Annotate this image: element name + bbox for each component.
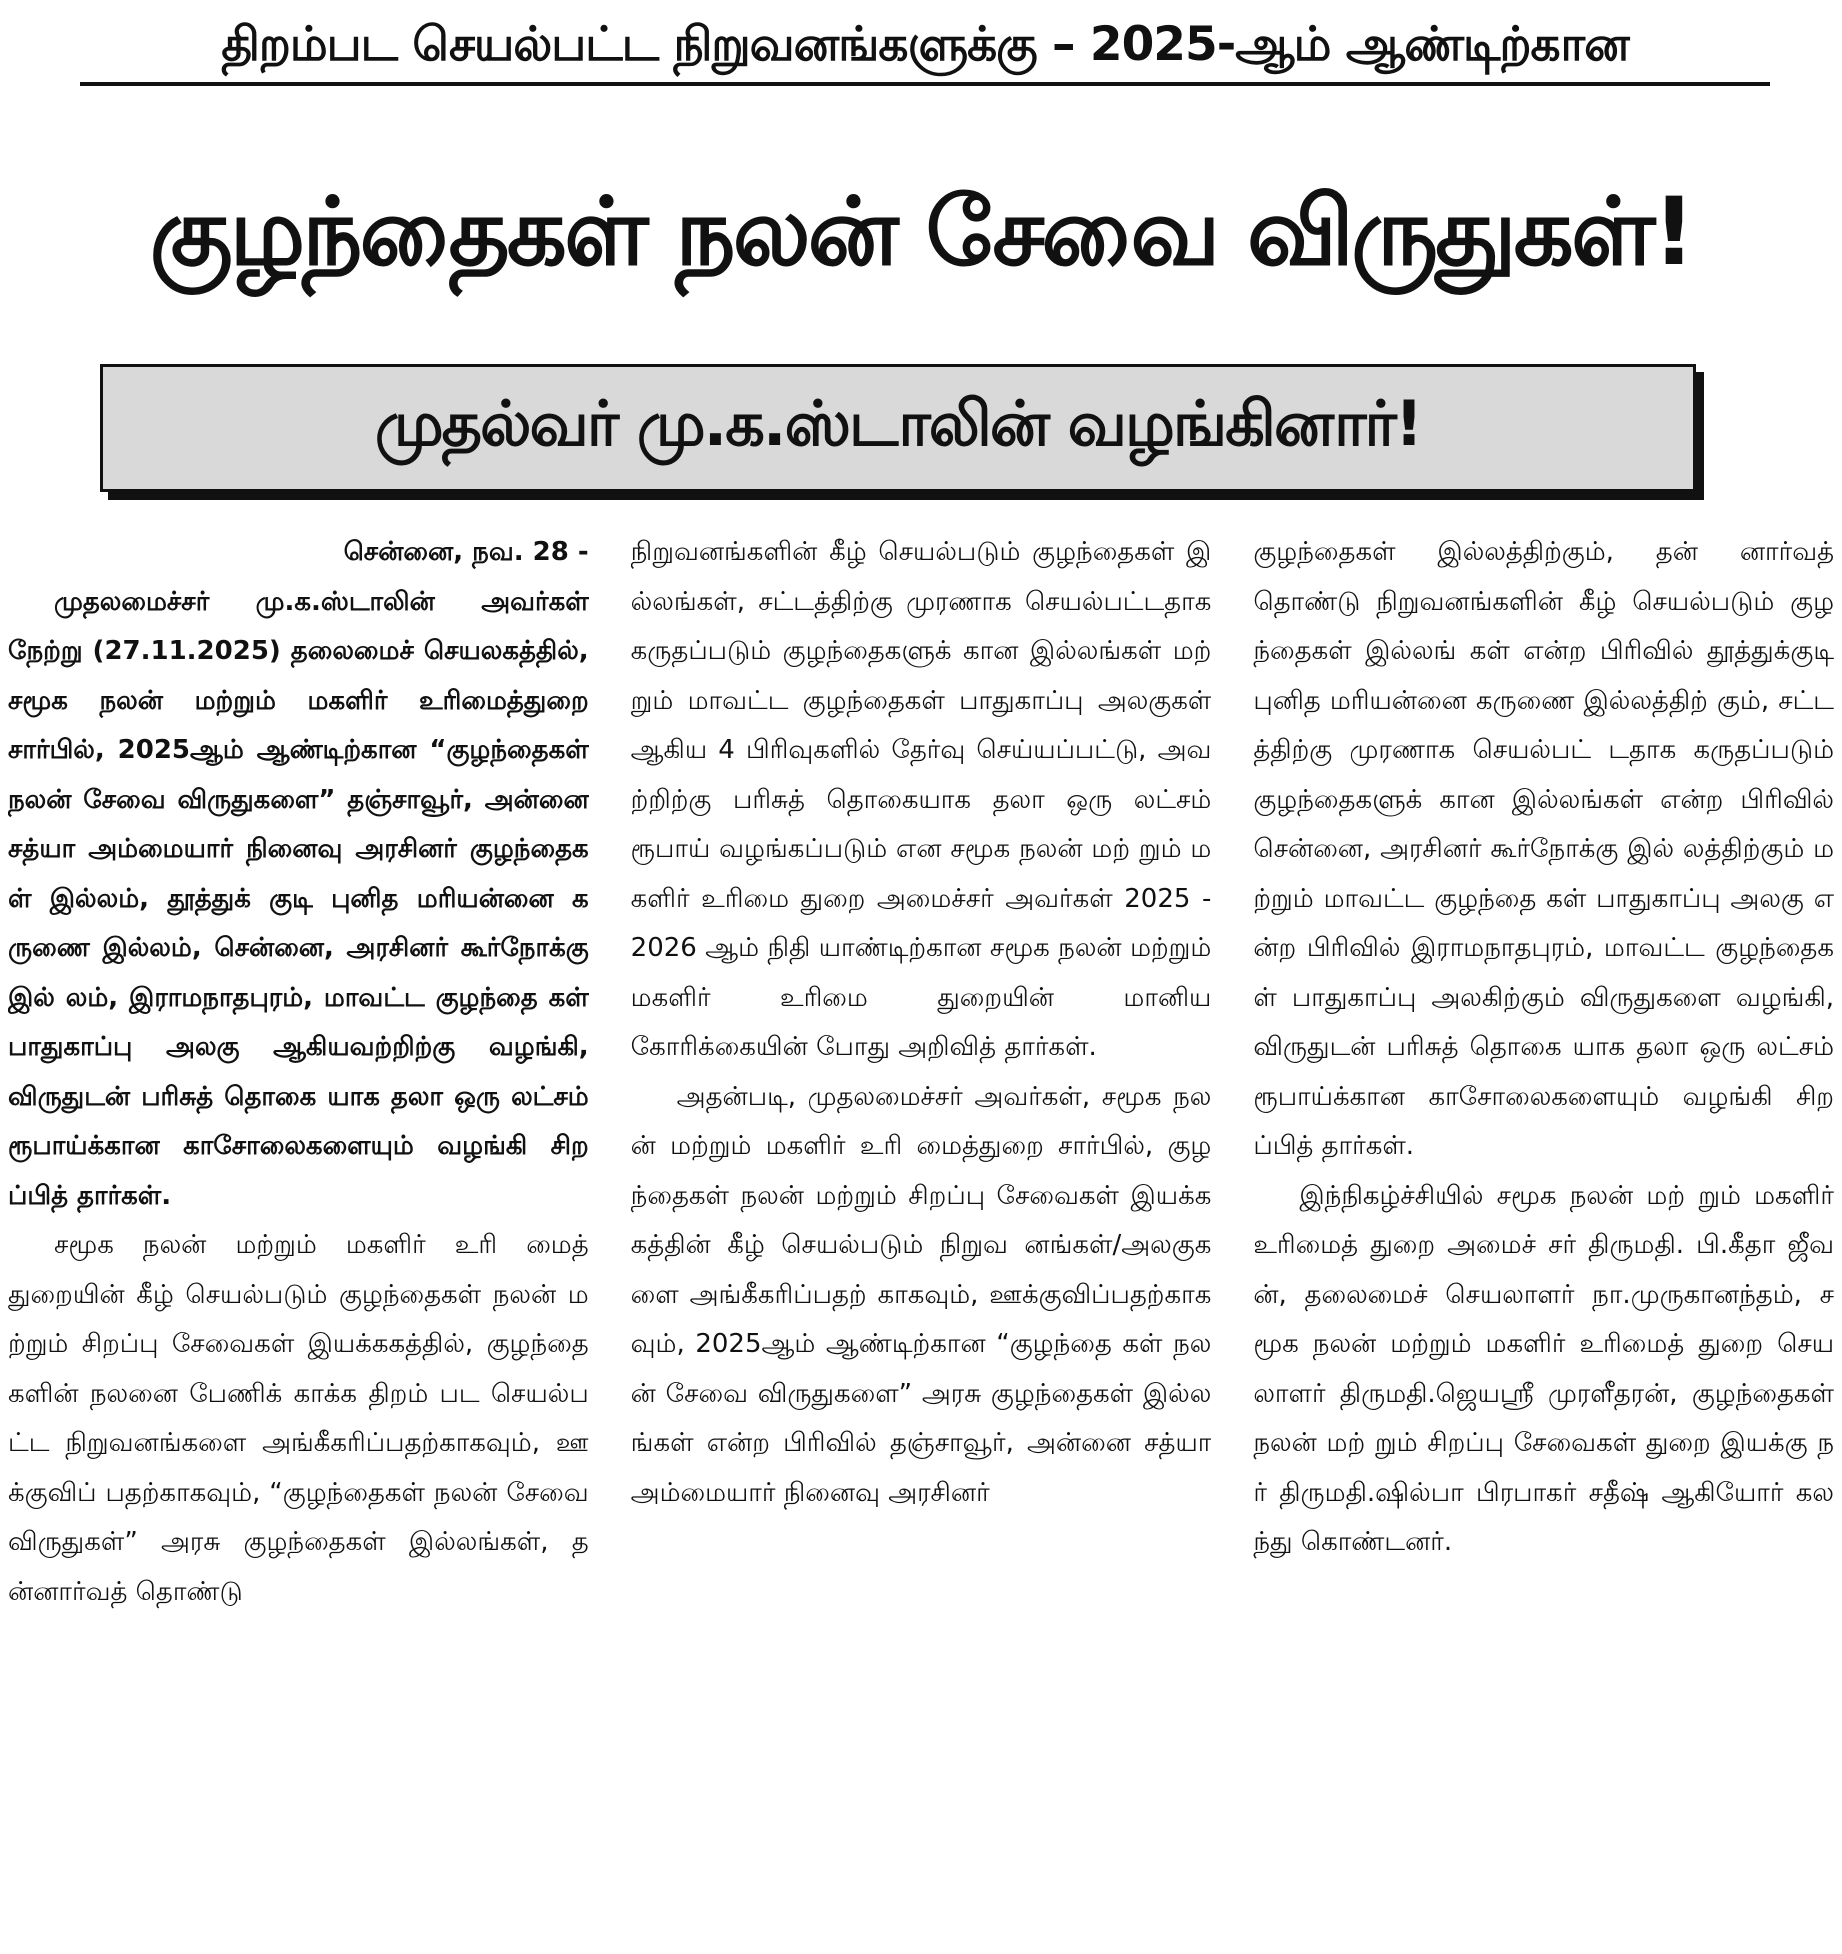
subheadline-box (100, 364, 1696, 492)
body-paragraph: குழந்தைகள் இல்லத்திற்கும், தன் னார்வத் தொண்டு நிறுவனங்களின் கீழ் செயல்படும் குழந்தைகள் இல்லங் கள் என்ற பிரிவில் தூத்துக்குடி புனித மரியன்னை கருணை இல்லத்திற் கும், சட்டத்திற்கு முரணாக செயல்பட் டதாக கருதப்படும் குழந்தைகளுக் கான இல்லங்கள் என்ற பிரிவில் சென்னை, அரசினர் கூர்நோக்கு இல் லத்திற்கும் மற்றும் மாவட்ட குழந்தை கள் பாதுகாப்பு அலகு என்ற பிரிவில் இராமநாதபுரம், மாவட்ட குழந்தைகள் பாதுகாப்பு அலகிற்கும் விருதுகளை வழங்கி, விருதுடன் பரிசுத் தொகை யாக தலா ஒரு லட்சம் ரூபாய்க்கான காசோலைகளையும் வழங்கி சிறப்பித் தார்கள். (1253, 537, 1835, 1161)
subheadline: முதல்வர் மு.க.ஸ்டாலின் வழங்கினார்! (374, 387, 1422, 460)
kicker-underline (80, 82, 1770, 86)
body-paragraph: நிறுவனங்களின் கீழ் செயல்படும் குழந்தைகள் இல்லங்கள், சட்டத்திற்கு முரணாக செயல்பட்டதாக கருதப்படும் குழந்தைகளுக் கான இல்லங்கள் மற் றும் மாவட்ட குழந்தைகள் பாதுகாப்பு அலகுகள் ஆகிய 4 பிரிவுகளில் தேர்வு செய்யப்பட்டு, அவற்றிற்கு பரிசுத் தொகையாக தலா ஒரு லட்சம் ரூபாய் வழங்கப்படும் என சமூக நலன் மற் றும் மகளிர் உரிமை துறை அமைச்சர் அவர்கள் 2025 - 2026 ஆம் நிதி யாண்டிற்கான சமூக நலன் மற்றும் மகளிர் உரிமை துறையின் மானிய கோரிக்கையின் போது அறிவித் தார்கள். (630, 537, 1212, 1062)
article-column-1 (8, 528, 589, 1948)
kicker-headline: திறம்பட செயல்பட்ட நிறுவனங்களுக்கு – 2025-ஆம் ஆண்டிற்கான (221, 17, 1629, 72)
body-paragraph: இந்நிகழ்ச்சியில் சமூக நலன் மற் றும் மகளிர் உரிமைத் துறை அமைச் சர் திருமதி. பி.கீதா ஜீவன், தலைமைச் செயலாளர் நா.முருகானந்தம், சமூக நலன் மற்றும் மகளிர் உரிமைத் துறை செயலாளர் திருமதி.ஜெயஸ்ரீ முரளீதரன், குழந்தைகள் நலன் மற் றும் சிறப்பு சேவைகள் துறை இயக்கு நர் திருமதி.ஷில்பா பிரபாகர் சதீஷ் ஆகியோர் கலந்து கொண்டனர். (1253, 1180, 1835, 1557)
dateline: சென்னை, நவ. 28 - (343, 537, 589, 567)
body-paragraph: அதன்படி, முதலமைச்சர் அவர்கள், சமூக நலன் மற்றும் மகளிர் உரி மைத்துறை சார்பில், குழந்தைகள் நலன் மற்றும் சிறப்பு சேவைகள் இயக்ககத்தின் கீழ் செயல்படும் நிறுவ னங்கள்/அலகுகளை அங்கீகரிப்பதற் காகவும், ஊக்குவிப்பதற்காகவும், 2025ஆம் ஆண்டிற்கான “குழந்தை கள் நலன் சேவை விருதுகளை” அரசு குழந்தைகள் இல்லங்கள் என்ற பிரிவில் தஞ்சாவூர், அன்னை சத்யா அம்மையார் நினைவு அரசினர் (630, 1081, 1212, 1508)
article-column-3 (1253, 528, 1834, 1948)
body-paragraph: சமூக நலன் மற்றும் மகளிர் உரி மைத் துறையின் கீழ் செயல்படும் குழந்தைகள் நலன் மற்றும் சிறப்பு சேவைகள் இயக்ககத்தில், குழந்தை களின் நலனை பேணிக் காக்க திறம் பட செயல்பட்ட நிறுவனங்களை அங்கீகரிப்பதற்காகவும், ஊக்குவிப் பதற்காகவும், “குழந்தைகள் நலன் சேவை விருதுகள்” அரசு குழந்தைகள் இல்லங்கள், தன்னார்வத் தொண்டு (8, 1230, 589, 1607)
main-headline: குழந்தைகள் நலன் சேவை விருதுகள்! (149, 178, 1693, 287)
article-column-2 (631, 528, 1212, 1948)
lead-paragraph: முதலமைச்சர் மு.க.ஸ்டாலின் அவர்கள் நேற்று (27.11.2025) தலைமைச் செயலகத்தில், சமூக நலன் மற்றும் மகளிர் உரிமைத்துறை சார்பில், 2025ஆம் ஆண்டிற்கான “குழந்தைகள் நலன் சேவை விருதுகளை” தஞ்சாவூர், அன்னை சத்யா அம்மையார் நினைவு அரசினர் குழந்தைகள் இல்லம், தூத்துக் குடி புனித மரியன்னை கருணை இல்லம், சென்னை, அரசினர் கூர்நோக்கு இல் லம், இராமநாதபுரம், மாவட்ட குழந்தை கள் பாதுகாப்பு அலகு ஆகியவற்றிற்கு வழங்கி, விருதுடன் பரிசுத் தொகை யாக தலா ஒரு லட்சம் ரூபாய்க்கான காசோலைகளையும் வழங்கி சிறப்பித் தார்கள். (8, 586, 589, 1211)
article-body (8, 528, 1834, 1948)
